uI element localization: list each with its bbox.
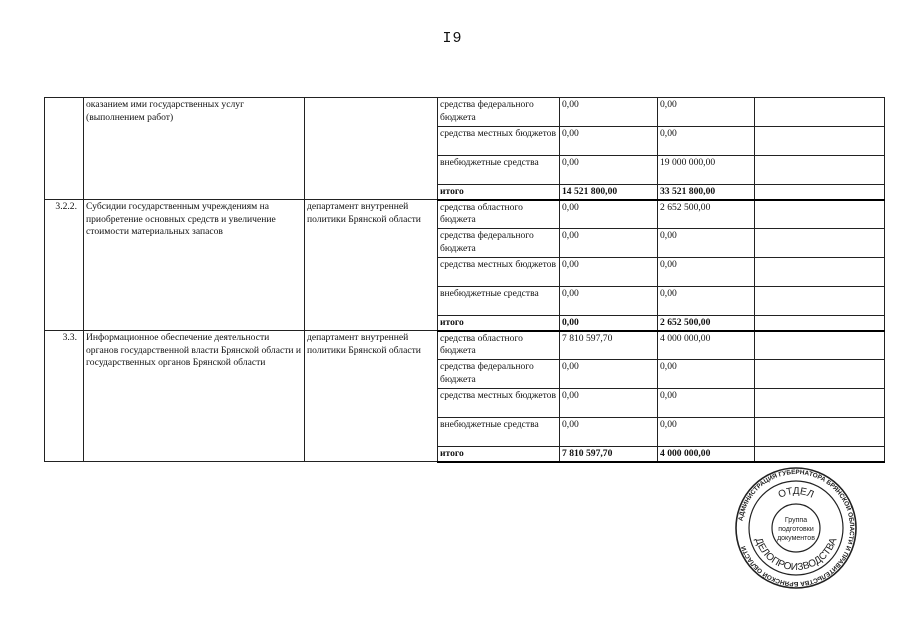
stamp-center-line: документов: [777, 535, 815, 542]
empty-cell: [755, 127, 885, 156]
stamp-top-word: ОТДЕЛ: [776, 485, 816, 501]
stamp-center-line: подготовки: [778, 526, 814, 533]
amount-cell-1: 14 521 800,00: [560, 185, 658, 200]
amount-cell-1: 7 810 597,70: [560, 331, 658, 360]
funding-source-cell: итого: [438, 447, 560, 462]
funding-source-cell: средства местных бюджетов: [438, 127, 560, 156]
item-name-cell: Информационное обеспечение деятельности органов государственной власти Брянской области и государственных органов Брянской области: [84, 331, 305, 462]
amount-cell-1: 0,00: [560, 127, 658, 156]
empty-cell: [755, 360, 885, 389]
amount-cell-1: 0,00: [560, 229, 658, 258]
executor-cell: департамент внутренней политики Брянской области: [305, 331, 438, 462]
amount-cell-2: 2 652 500,00: [658, 200, 755, 229]
amount-cell-1: 0,00: [560, 258, 658, 287]
amount-cell-2: 0,00: [658, 258, 755, 287]
empty-cell: [755, 447, 885, 462]
amount-cell-2: 33 521 800,00: [658, 185, 755, 200]
budget-table: [44, 97, 885, 463]
executor-cell: департамент внутренней политики Брянской области: [305, 200, 438, 331]
stamp-graphic: [734, 466, 858, 590]
amount-cell-2: 19 000 000,00: [658, 156, 755, 185]
executor-cell: [305, 98, 438, 200]
funding-source-cell: итого: [438, 316, 560, 331]
item-name-cell: Субсидии государственным учреждениям на приобретение основных средств и увеличение стоимости материальных запасов: [84, 200, 305, 331]
item-name-cell: оказанием ими государственных услуг (выполнением работ): [84, 98, 305, 200]
page-number: I9: [442, 30, 463, 47]
department-stamp: [734, 466, 858, 590]
funding-source-cell: средства федерального бюджета: [438, 360, 560, 389]
stamp-outer-text: АДМИНИСТРАЦИЯ ГУБЕРНАТОРА БРЯНСКОЙ ОБЛАСТИ И ПРАВИТЕЛЬСТВА БРЯНСКОЙ ОБЛАСТИ: [737, 468, 856, 588]
empty-cell: [755, 258, 885, 287]
amount-cell-2: 0,00: [658, 418, 755, 447]
stamp-center-line: Группа: [784, 517, 808, 524]
amount-cell-2: 4 000 000,00: [658, 331, 755, 360]
amount-cell-1: 0,00: [560, 287, 658, 316]
amount-cell-2: 0,00: [658, 98, 755, 127]
empty-cell: [755, 316, 885, 331]
amount-cell-2: 0,00: [658, 389, 755, 418]
funding-source-cell: внебюджетные средства: [438, 156, 560, 185]
amount-cell-2: 4 000 000,00: [658, 447, 755, 462]
table-body: [45, 98, 885, 462]
empty-cell: [755, 98, 885, 127]
funding-source-cell: внебюджетные средства: [438, 418, 560, 447]
amount-cell-1: 0,00: [560, 389, 658, 418]
funding-source-cell: средства федерального бюджета: [438, 98, 560, 127]
amount-cell-1: 0,00: [560, 316, 658, 331]
amount-cell-1: 0,00: [560, 156, 658, 185]
empty-cell: [755, 156, 885, 185]
funding-source-cell: внебюджетные средства: [438, 287, 560, 316]
empty-cell: [755, 389, 885, 418]
amount-cell-2: 0,00: [658, 229, 755, 258]
table-row: [45, 98, 885, 127]
empty-cell: [755, 331, 885, 360]
empty-cell: [755, 287, 885, 316]
svg-text:ОТДЕЛ: [777, 486, 815, 501]
amount-cell-1: 7 810 597,70: [560, 447, 658, 462]
amount-cell-2: 2 652 500,00: [658, 316, 755, 331]
amount-cell-2: 0,00: [658, 287, 755, 316]
amount-cell-1: 0,00: [560, 200, 658, 229]
funding-source-cell: средства местных бюджетов: [438, 389, 560, 418]
funding-source-cell: итого: [438, 185, 560, 200]
empty-cell: [755, 185, 885, 200]
table-row: [45, 200, 885, 229]
empty-cell: [755, 200, 885, 229]
empty-cell: [755, 229, 885, 258]
empty-cell: [755, 418, 885, 447]
item-number-cell: [45, 98, 84, 200]
amount-cell-1: 0,00: [560, 360, 658, 389]
stamp-ring-word: ДЕЛОПРОИЗВОДСТВА: [752, 536, 840, 574]
amount-cell-1: 0,00: [560, 98, 658, 127]
item-number-cell: 3.2.2.: [45, 200, 84, 331]
funding-source-cell: средства областного бюджета: [438, 331, 560, 360]
amount-cell-2: 0,00: [658, 127, 755, 156]
item-number-cell: 3.3.: [45, 331, 84, 462]
funding-source-cell: средства местных бюджетов: [438, 258, 560, 287]
amount-cell-2: 0,00: [658, 360, 755, 389]
funding-source-cell: средства федерального бюджета: [438, 229, 560, 258]
amount-cell-1: 0,00: [560, 418, 658, 447]
table-row: [45, 331, 885, 360]
funding-source-cell: средства областного бюджета: [438, 200, 560, 229]
